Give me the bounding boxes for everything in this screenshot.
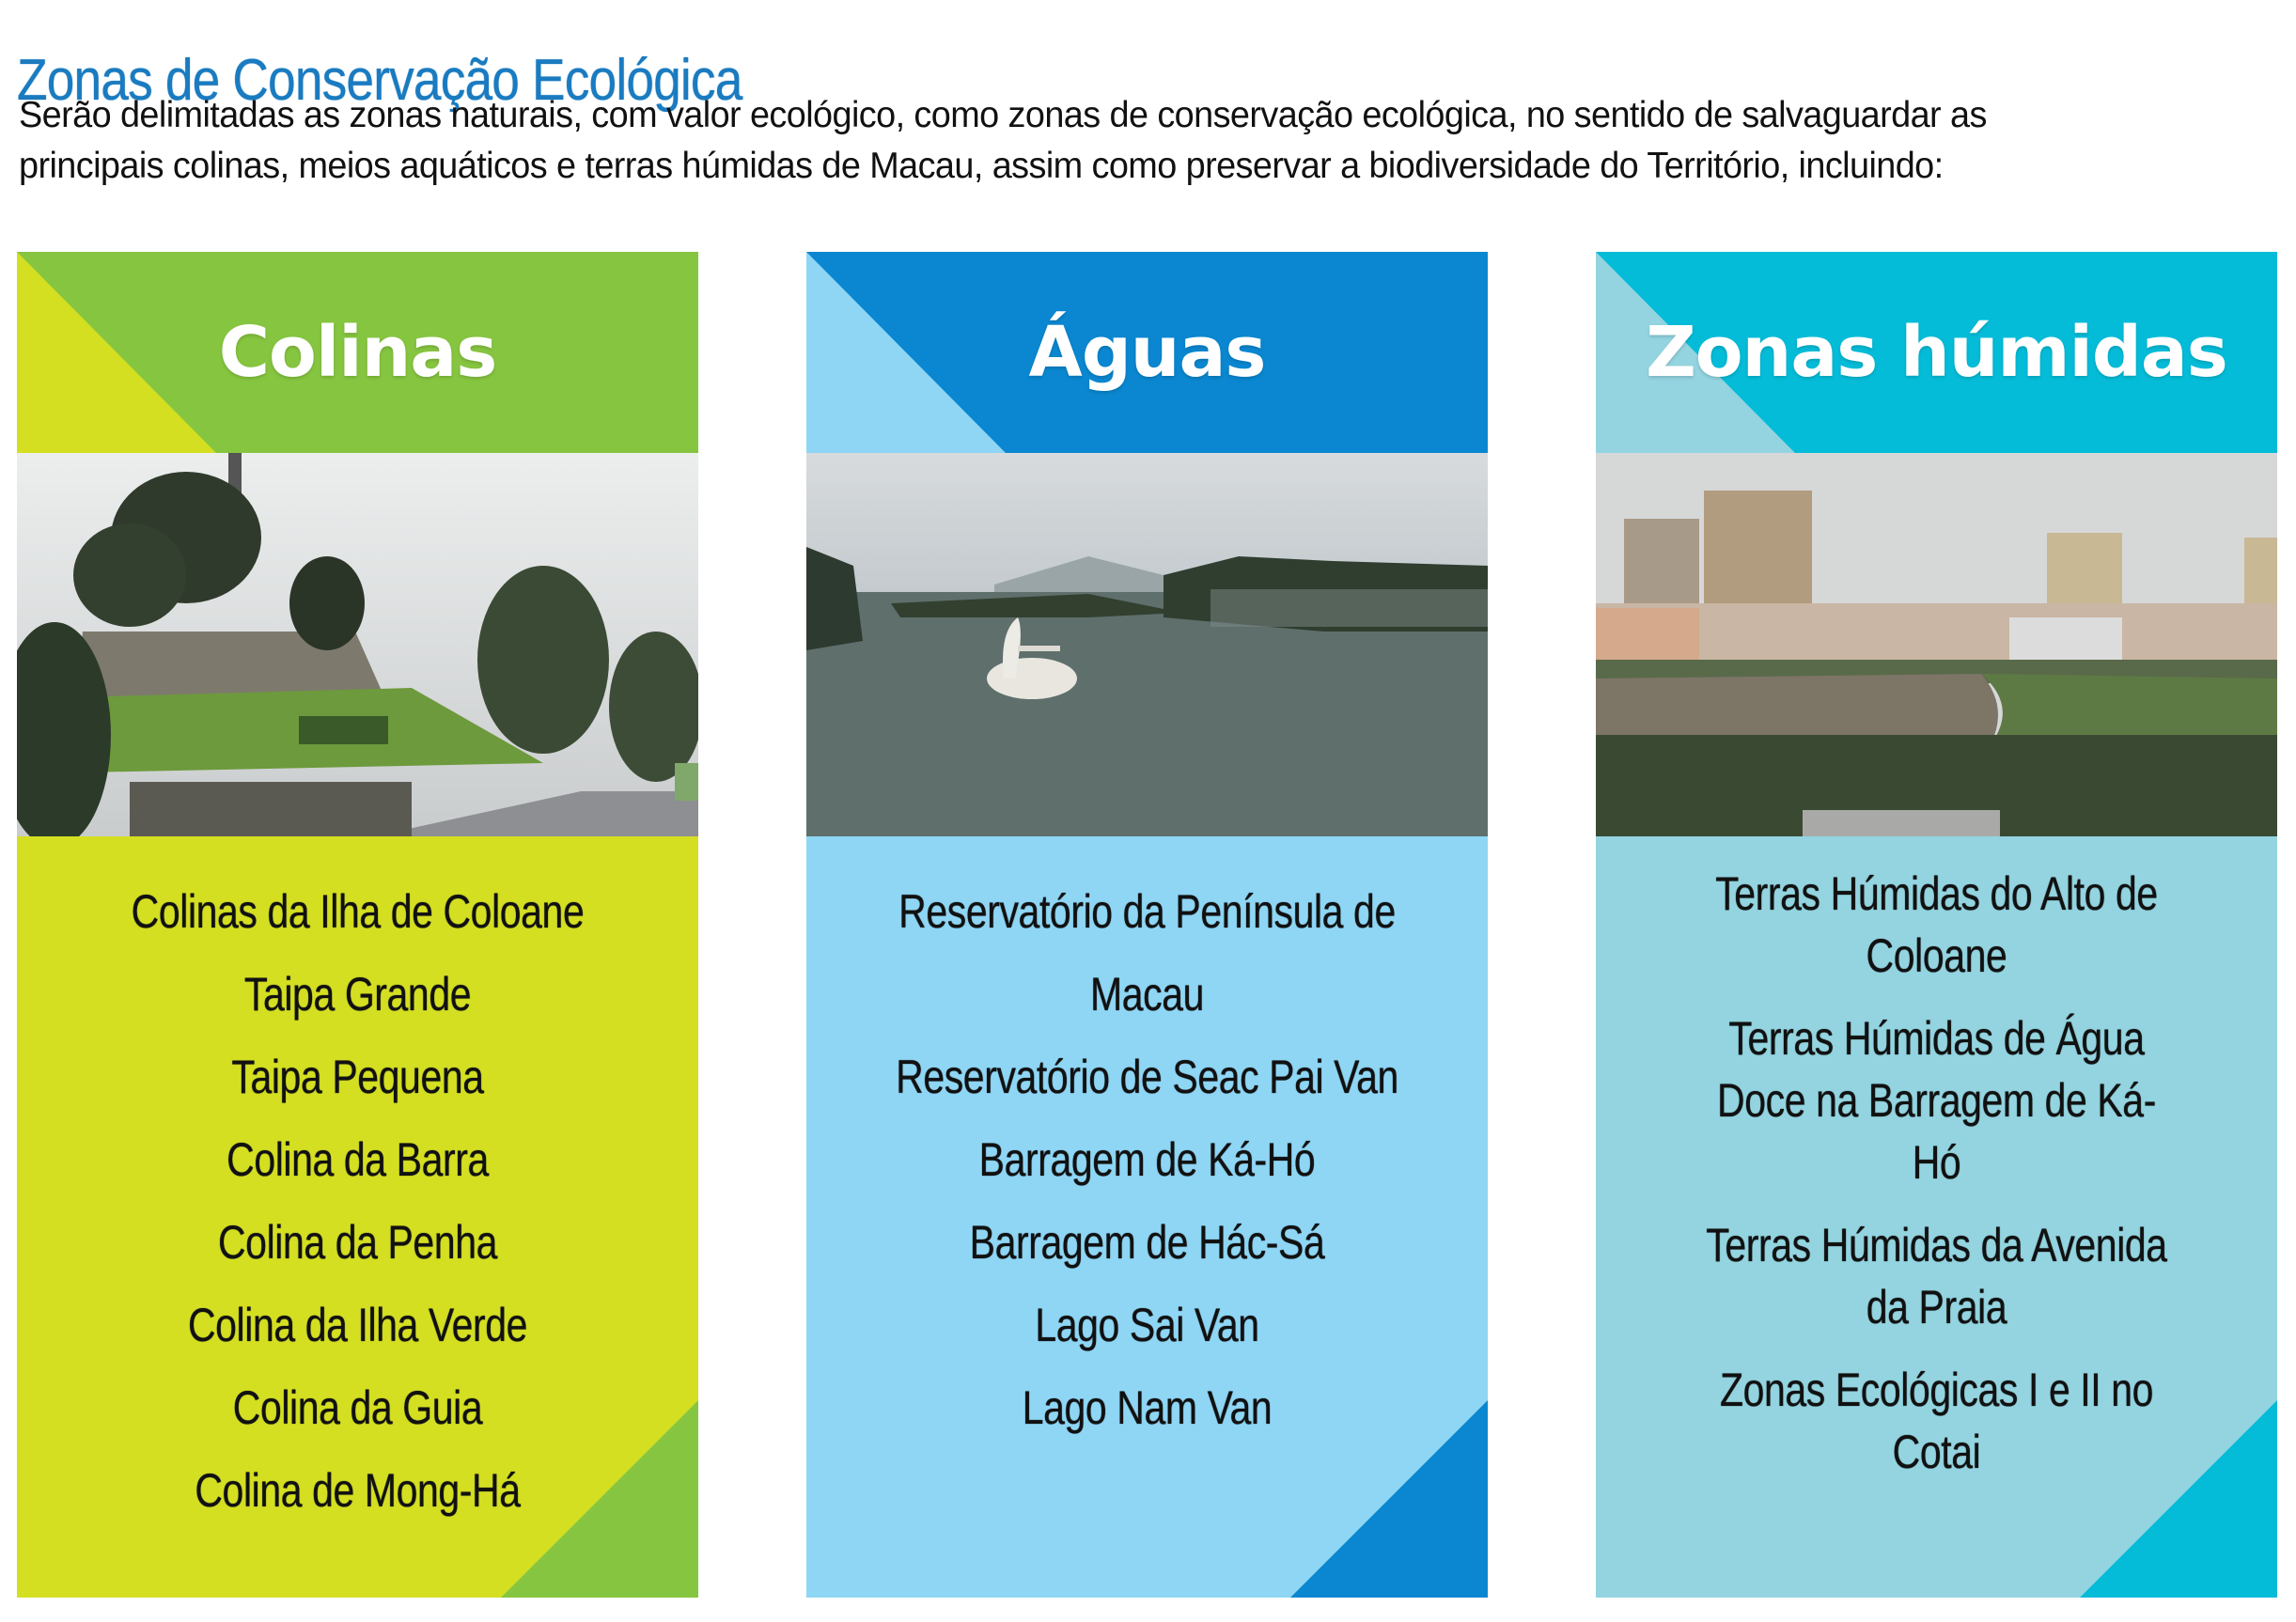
list-item: Lago Sai Van [1035,1299,1259,1351]
card-aguas [806,252,1488,1598]
intro-line: Serão delimitadas as zonas naturais, com valor ecológico, como zonas de conservação ecológica, no sentido de salvaguardar as [19,95,1987,135]
list-item: Colina da Penha [217,1216,498,1269]
card-zonas-humidas [1596,252,2277,1598]
card-list [806,836,1488,1598]
reservoir-swan-boat-photo [806,453,1488,836]
page-title: Zonas de Conservação Ecológica [17,47,742,113]
list-item: Colina da Barra [226,1133,489,1186]
list-item: Terras Húmidas da Avenida da Praia [1706,1219,2167,1333]
list-item: Colinas da Ilha de Coloane [131,885,585,938]
intro-line: principais colinas, meios aquáticos e terras húmidas de Macau, assim como preservar a biodiversidade do Território, incluindo: [19,146,1944,186]
list-item: Colina da Ilha Verde [187,1299,528,1351]
card-colinas [17,252,698,1598]
card-header [1596,252,2277,453]
hill-fortress-photo [17,453,698,836]
list-item: Colina da Guia [232,1381,483,1434]
list-item: Taipa Grande [243,968,472,1021]
wetland-cityscape-photo [1596,453,2277,836]
list-item: Reservatório da Península de Macau [898,885,1396,1021]
list-item: Terras Húmidas de Água Doce na Barragem de Ká-Hó [1717,1012,2156,1189]
card-list [1596,836,2277,1598]
card-heading: Águas [1028,312,1266,393]
list-item: Terras Húmidas do Alto de Coloane [1715,867,2158,982]
list-item: Zonas Ecológicas I e II no Cotai [1719,1364,2154,1478]
intro-paragraph [19,90,2280,192]
list-item: Colina de Mong-Há [195,1464,521,1517]
card-heading: Colinas [218,312,497,393]
list-item: Barragem de Hác-Sá [969,1216,1325,1269]
list-item: Barragem de Ká-Hó [978,1133,1316,1186]
card-heading: Zonas húmidas [1646,312,2227,393]
list-item: Lago Nam Van [1022,1381,1273,1434]
list-item: Taipa Pequena [231,1051,484,1103]
card-header [806,252,1488,453]
list-item: Reservatório de Seac Pai Van [896,1051,1398,1103]
card-header [17,252,698,453]
card-list [17,836,698,1598]
